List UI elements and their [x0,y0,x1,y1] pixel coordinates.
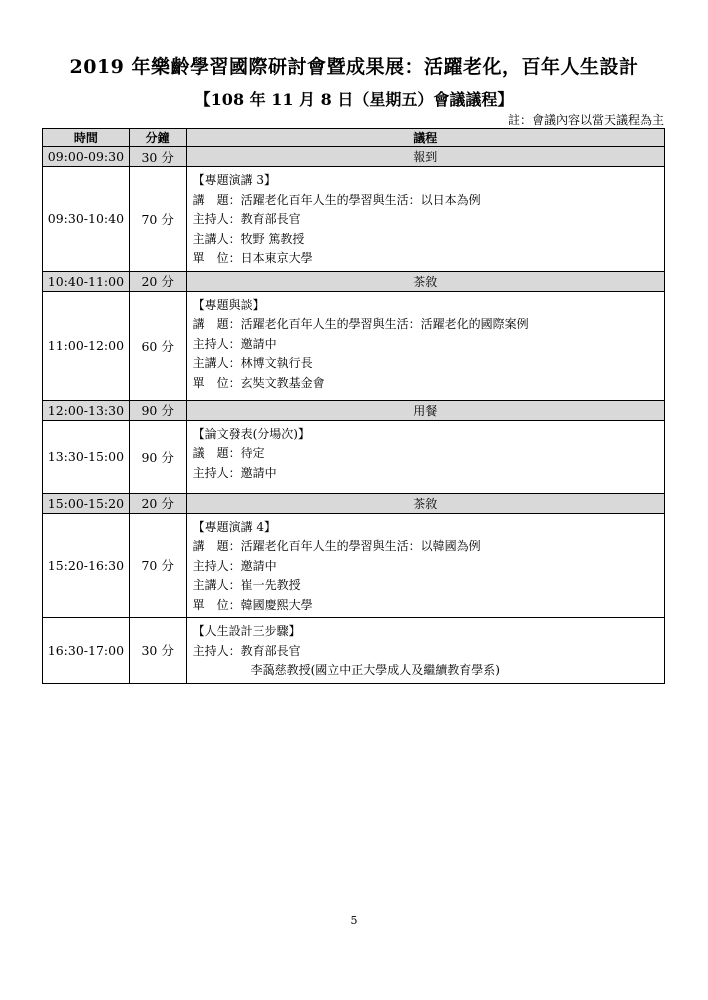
session-line: 主持人：教育部長官 [192,643,301,658]
session-line: 【人生設計三步驟】 [192,624,301,638]
session-minutes: 30 分 [129,618,186,684]
session-content [186,167,664,272]
session-minutes: 20 分 [129,493,186,513]
session-line: 主持人：邀請中 [192,465,277,480]
header-time: 時間 [43,129,130,147]
session-time: 16:30-17:00 [43,618,130,684]
table-row [43,513,665,618]
table-row [43,167,665,272]
session-minutes: 90 分 [129,400,186,420]
session-line: 講 題：活躍老化百年人生的學習與生活：以韓國為例 [192,539,481,553]
session-time: 13:30-15:00 [43,420,130,493]
table-header-row [43,129,665,147]
session-content [186,291,664,400]
session-line: 【論文發表(分場次)】 [192,426,310,441]
table-row [43,400,665,420]
session-line: 講 題：活躍老化百年人生的學習與生活：以日本為例 [192,192,481,207]
session-line: 【專題演講 4】 [192,519,277,534]
session-content [186,513,664,618]
session-line: 主持人：邀請中 [192,558,277,573]
session-minutes: 90 分 [129,420,186,493]
session-line: 講 題：活躍老化百年人生的學習與生活：活躍老化的國際案例 [192,317,529,331]
session-line: 主持人：邀請中 [192,336,277,351]
session-line: 【專題與談】 [192,297,265,312]
session-time: 15:00-15:20 [43,493,130,513]
session-time: 09:00-09:30 [43,147,130,167]
session-time: 12:00-13:30 [43,400,130,420]
session-line: 議 題：待定 [192,446,265,460]
table-row [43,291,665,400]
agenda-table [42,128,665,684]
session-content [186,420,664,493]
agenda-note: 註：會議內容以當天議程為主 [507,113,664,127]
session-content: 茶敘 [186,493,664,513]
session-content: 茶敘 [186,271,664,291]
table-row [43,493,665,513]
header-minutes: 分鐘 [129,129,186,147]
session-line: 主講人：林博文執行長 [192,356,313,370]
session-minutes: 30 分 [129,147,186,167]
session-minutes: 70 分 [129,513,186,618]
session-minutes: 20 分 [129,271,186,291]
session-time: 09:30-10:40 [43,167,130,272]
session-content: 報到 [186,147,664,167]
table-row [43,147,665,167]
session-time: 15:20-16:30 [43,513,130,618]
session-line: 單 位：韓國慶熙大學 [192,597,313,612]
session-content [186,618,664,684]
page-number: 5 [350,914,358,927]
session-time: 10:40-11:00 [43,271,130,291]
agenda-body [43,147,665,684]
session-line: 主講人：崔一先教授 [192,578,301,592]
session-line: 李藹慈教授(國立中正大學成人及繼續教育學系) [250,663,500,677]
page-title: 2019 年樂齡學習國際研討會暨成果展：活躍老化，百年人生設計 [69,56,639,78]
session-minutes: 70 分 [129,167,186,272]
session-minutes: 60 分 [129,291,186,400]
table-row [43,271,665,291]
session-line: 主講人：牧野 篤教授 [192,231,305,246]
header-agenda: 議程 [186,129,664,147]
session-line: 主持人：教育部長官 [192,212,301,226]
session-time: 11:00-12:00 [43,291,130,400]
session-line: 【專題演講 3】 [192,173,277,187]
table-row [43,618,665,684]
session-line: 單 位：日本東京大學 [192,251,313,265]
session-line: 單 位：玄奘文教基金會 [192,375,325,390]
table-row [43,420,665,493]
page-subtitle: 【108 年 11 月 8 日（星期五）會議議程】 [194,90,514,109]
session-content: 用餐 [186,400,664,420]
